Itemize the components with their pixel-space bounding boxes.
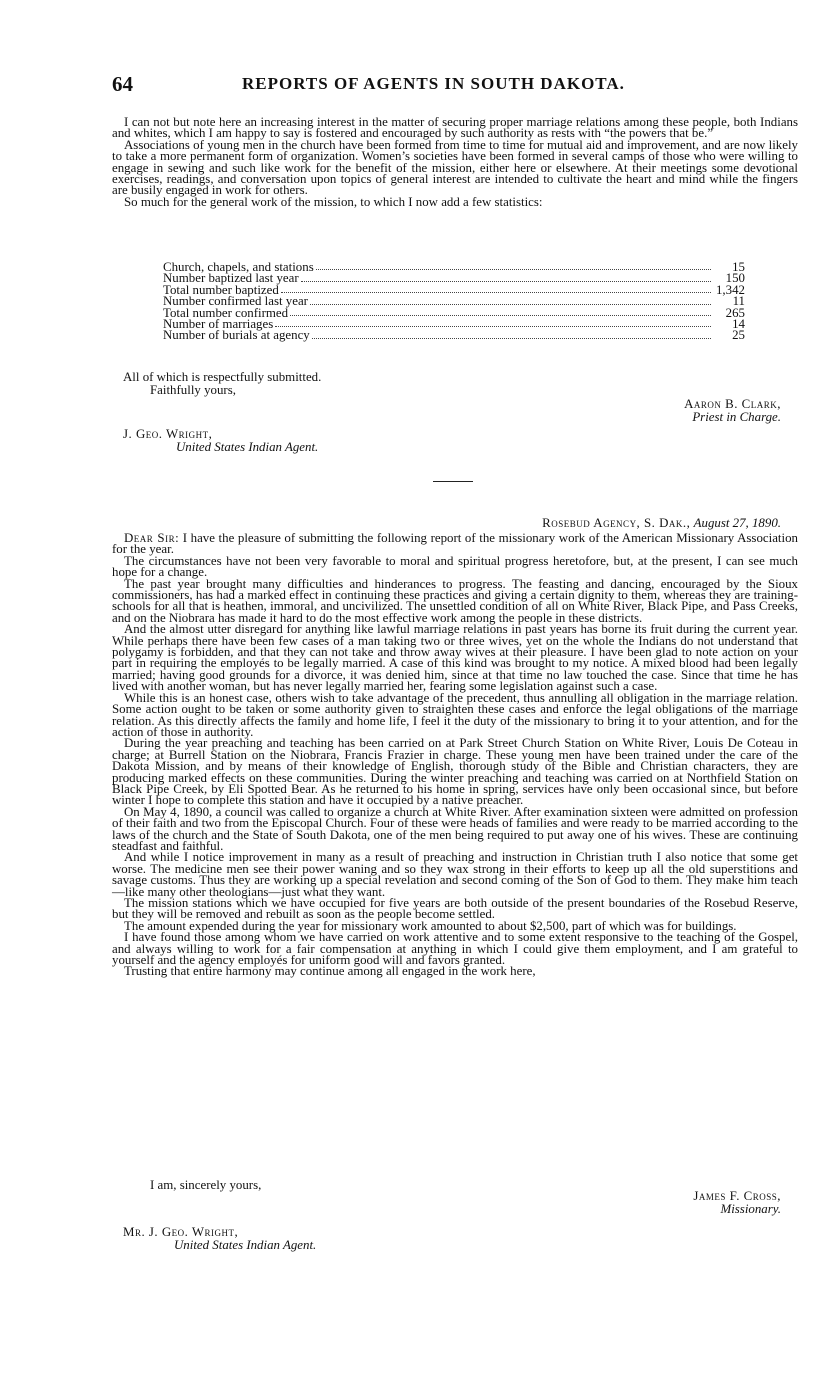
paragraph: And while I notice improvement in many as a result of preaching and instruction in Christian truth I also notice that some get worse. The medicine men see their power waning and so they wax strong in their efforts to keep up all the old superstitions and savage customs. Thus they are working up a special revelation and second coming of the Son of God to them. They make him teach—like many other theologians—just what they want.	[112, 850, 798, 899]
stat-value: 150	[725, 271, 745, 286]
paragraph: On May 4, 1890, a council was called to organize a church at White River. After examination sixteen were admitted on profession of their faith and two from the Episcopal Church. Four of these were heads of families and were ready to be married according to the laws of the church and the State of South Dakota, one of the men being required to put away one of his wives. These are continuing steadfast and faithful.	[112, 804, 798, 853]
stat-label: Number confirmed last year	[163, 294, 308, 309]
signer-title: Priest in Charge.	[692, 410, 781, 424]
stat-value: 15	[732, 259, 745, 274]
dot-leader	[312, 337, 711, 339]
signer-name: Aaron B. Clark,	[684, 397, 781, 411]
dot-leader	[275, 325, 711, 327]
addressee-name: Mr. J. Geo. Wright,	[123, 1225, 239, 1239]
stat-label: Total number baptized	[163, 282, 279, 297]
paragraph: So much for the general work of the mission, to which I now add a few statistics:	[124, 194, 543, 209]
statistics-table	[163, 259, 745, 343]
stat-label: Number of marriages	[163, 316, 274, 331]
dot-leader	[281, 291, 711, 293]
paragraph: And the almost utter disregard for anything like lawful marriage relations in past years has borne its fruit during the current year. While perhaps there have been few cases of a man taking two or three wives, yet on the whole the Indians do not understand that polygamy is forbidden, and that they can not take and throw away wives at their pleasure. I have been glad to note action on your part in requiring the employés to be legally married. A case of this kind was brought to my notice. A mixed blood had been legally married; having good grounds for a divorce, it was denied him, since at that time no law touched the case. Since that time he has lived with another woman, but has never legally married her, fearing some legislation against such a case.	[112, 622, 798, 694]
letter-cross-body	[112, 533, 798, 978]
page-number: 64	[112, 72, 133, 96]
dot-leader	[316, 268, 711, 270]
dateline-place: Rosebud Agency, S. Dak.,	[542, 516, 691, 530]
dot-leader	[301, 280, 711, 282]
paragraph: The circumstances have not been very favorable to moral and spiritual progress heretofore, but, at the present, I can see much hope for a change.	[112, 553, 798, 580]
addressee-name: J. Geo. Wright,	[123, 427, 213, 441]
stat-value: 25	[732, 328, 745, 343]
addressee-title: United States Indian Agent.	[174, 1238, 317, 1252]
stat-value: 265	[725, 305, 745, 320]
stat-label: Number baptized last year	[163, 271, 299, 286]
dot-leader	[290, 314, 711, 316]
signer-name: James F. Cross,	[693, 1189, 781, 1203]
stat-value: 1,342	[715, 282, 745, 297]
valediction: Faithfully yours,	[150, 383, 236, 397]
stat-row	[163, 330, 745, 341]
dot-leader	[310, 303, 711, 305]
paragraph: Trusting that entire harmony may continue among all engaged in the work here,	[124, 964, 536, 979]
page-header	[112, 72, 802, 96]
salutation: Dear Sir:	[124, 531, 180, 545]
stat-label: Church, chapels, and stations	[163, 259, 314, 274]
paragraph: I have found those among whom we have carried on work attentive and to some extent responsive to the teaching of the Gospel, and always willing to work for a fair compensation at anything in which I could give them employment, and I am grateful to yourself and the agency employés for uniform good will and favors granted.	[112, 930, 798, 968]
dateline-date: August 27, 1890.	[693, 516, 781, 530]
letter-clark-body	[112, 117, 798, 208]
closing-line: All of which is respectfully submitted.	[123, 370, 322, 384]
stat-value: 11	[732, 294, 745, 309]
signer-title: Missionary.	[720, 1202, 781, 1216]
paragraph: Associations of young men in the church have been formed from time to time for mutual aid and improvement, and are now likely to take a more permanent form of organization. Women’s societies have been formed in several camps of those who were willing to engage in sewing and such like work for the benefit of the mission, either here or elsewhere. At their meetings some devotional exercises, readings, and conversation upon topics of general interest are intended to cultivate the heart and mind while the fingers are busily engaged in work for others.	[112, 137, 798, 198]
paragraph: The amount expended during the year for missionary work amounted to about $2,500, part of which was for buildings.	[124, 918, 737, 933]
paragraph: The past year brought many difficulties and hinderances to progress. The feasting and dancing, encouraged by the Sioux commissioners, has had a marked effect in continuing these practices and giving a certain dignity to them, whereas they are training-schools for all that is heathen, immoral, and uncivilized. The unsettled condition of all on White River, Black Pipe, and Pass Creeks, and on the Niobrara has made it hard to do the most effective work among the people in these districts.	[112, 576, 798, 625]
running-title: REPORTS OF AGENTS IN SOUTH DAKOTA.	[242, 74, 625, 93]
section-divider	[433, 481, 473, 482]
dateline	[542, 516, 781, 531]
paragraph-text: I have the pleasure of submitting the following report of the missionary work of the American Missionary Association for the year.	[112, 531, 798, 557]
paragraph: The mission stations which we have occupied for five years are both outside of the present boundaries of the Rosebud Reserve, but they will be removed and rebuilt as soon as the people become settled.	[112, 896, 798, 922]
valediction: I am, sincerely yours,	[150, 1178, 262, 1192]
paragraph: During the year preaching and teaching has been carried on at Park Street Church Station on White River, Louis De Coteau in charge; at Burrell Station on the Niobrara, Francis Frazier in charge. These young men have been trained under the care of the Dakota Mission, and by means of their knowledge of English, thorough study of the Bible and Christian characters, they are producing marked effects on these communities. During the winter preaching and teaching was carried on at Northfield Station on Black Pipe Creek, by Eli Spotted Bear. As he returned to his home in spring, services have only been occasional since, but before winter I hope to complete this station and have it occupied by a native preacher.	[112, 736, 798, 808]
stat-label: Number of burials at agency	[163, 328, 310, 343]
stat-label: Total number confirmed	[163, 305, 289, 320]
addressee-title: United States Indian Agent.	[176, 440, 319, 454]
stat-value: 14	[732, 316, 745, 331]
paragraph: I can not but note here an increasing interest in the matter of securing proper marriage relations among these people, both Indians and whites, which I am happy to say is fostered and encouraged by such authority as rests with “the powers that be.”	[112, 115, 798, 141]
paragraph: While this is an honest case, others wish to take advantage of the precedent, thus annulling all obligation in the marriage relation. Some action ought to be taken or some authority given to straighten these cases and enforce the legal obligations of the marriage relation. As this directly affects the family and home life, I feel it the duty of the missionary to bring it to your attention, and for the action of those in authority.	[112, 690, 798, 739]
paragraph	[112, 533, 798, 556]
